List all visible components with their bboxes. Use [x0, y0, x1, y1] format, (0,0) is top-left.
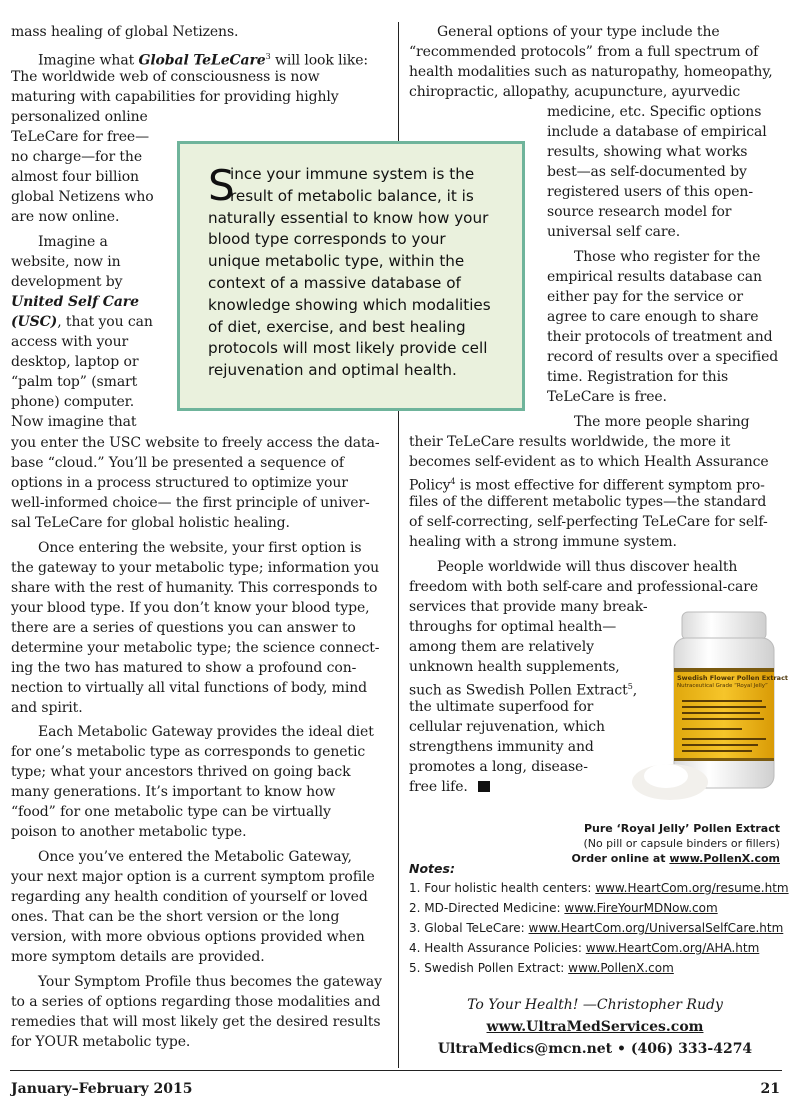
text-line: Once entering the website, your first option is	[38, 540, 362, 556]
issue-date: January–February 2015	[11, 1081, 193, 1097]
text-line: throughs for optimal health—	[409, 619, 617, 635]
text-line: time. Registration for this	[547, 369, 729, 385]
text-line: share with the rest of humanity. This corresponds to	[11, 580, 378, 596]
text-line: global Netizens who	[11, 189, 154, 205]
text-line: Your Symptom Profile thus becomes the gateway	[38, 974, 382, 990]
note-item: 3. Global TeLeCare: www.HeartCom.org/UniversalSelfCare.htm	[409, 921, 784, 935]
text-line	[11, 292, 139, 312]
text-line: Now imagine that	[11, 414, 137, 430]
text-line: People worldwide will thus discover health	[437, 559, 738, 575]
text-line: files of the different metabolic types—the standard	[409, 494, 767, 510]
text-line: mass healing of global Netizens.	[11, 24, 239, 40]
note-item: 1. Four holistic health centers: www.HeartCom.org/resume.htm	[409, 881, 789, 895]
text-line: agree to care enough to share	[547, 309, 759, 325]
text-line: there are a series of questions you can answer to	[11, 620, 356, 636]
pull-quote-box	[177, 141, 525, 411]
text-line: Once you’ve entered the Metabolic Gateway,	[38, 849, 352, 865]
text-line: include a database of empirical	[547, 124, 767, 140]
note-link[interactable]: www.HeartCom.org/AHA.htm	[585, 941, 760, 955]
brand-usc: United Self Care	[11, 294, 139, 310]
note-item: 5. Swedish Pollen Extract: www.PollenX.com	[409, 961, 674, 975]
text-line: their protocols of treatment and	[547, 329, 773, 345]
text-line: empirical results database can	[547, 269, 762, 285]
text-line: TeLeCare is free.	[547, 389, 667, 405]
text-line: maturing with capabilities for providing highly	[11, 89, 339, 105]
text-line: best—as self-documented by	[547, 164, 747, 180]
page-number: 21	[760, 1081, 780, 1097]
text-line: of self-correcting, self-perfecting TeLeCare for self-	[409, 514, 768, 530]
text-line: type; what your ancestors thrived on going back	[11, 764, 351, 780]
text-line: version, with more obvious options provided when	[11, 929, 365, 945]
text-line: your blood type. If you don’t know your blood type,	[11, 600, 370, 616]
text-line: Those who register for the	[574, 249, 761, 265]
text-line: Each Metabolic Gateway provides the ideal diet	[38, 724, 374, 740]
text-line: you enter the USC website to freely access the data-	[11, 435, 380, 451]
text-line: base “cloud.” You’ll be presented a sequence of	[11, 455, 344, 471]
jar-label-title: Swedish Flower Pollen Extract	[677, 674, 789, 682]
text-line: registered users of this open-	[547, 184, 753, 200]
text-line: for YOUR metabolic type.	[11, 1034, 191, 1050]
text-line: determine your metabolic type; the science connect-	[11, 640, 380, 656]
text-line: freedom with both self-care and professional-care	[409, 579, 759, 595]
product-caption	[571, 821, 780, 866]
text-line: either pay for the service or	[547, 289, 743, 305]
text-line: source research model for	[547, 204, 732, 220]
text-line: The worldwide web of consciousness is now	[11, 69, 320, 85]
text-line: almost four billion	[11, 169, 139, 185]
text-line: to a series of options regarding those modalities and	[11, 994, 381, 1010]
text-line: well-informed choice— the first principle of univer-	[11, 495, 370, 511]
caption-title: Pure ‘Royal Jelly’ Pollen Extract	[583, 822, 780, 835]
text-line: nection to virtually all vital functions of body, mind	[11, 680, 368, 696]
text-line: website, now in	[11, 254, 121, 270]
text-line: such as Swedish Pollen Extract$^5$,	[409, 682, 638, 699]
caption-note: (No pill or capsule binders or fillers)	[583, 837, 780, 850]
text-line: and spirit.	[11, 700, 83, 716]
contact-line: UltraMedics@mcn.net • (406) 333-4274	[437, 1041, 753, 1057]
text-line: Policy$^4$ is most effective for different symptom pro-	[409, 477, 765, 494]
note-link[interactable]: www.HeartCom.org/resume.htm	[595, 881, 789, 895]
text-line: more symptom details are provided.	[11, 949, 265, 965]
signature-block	[398, 994, 792, 1060]
text-line: your next major option is a current symptom profile	[11, 869, 375, 885]
note-link[interactable]: www.PollenX.com	[568, 961, 674, 975]
brand-global-telecare: Global TeLeCare	[138, 52, 266, 69]
text-line: TeLeCare for free—	[11, 129, 150, 145]
text-line: are now online.	[11, 209, 120, 225]
text-line: no charge—for the	[11, 149, 143, 165]
text-line: results, showing what works	[547, 144, 748, 160]
text-line: (USC), that you can	[11, 314, 153, 330]
text-line: General options of your type include the	[437, 24, 720, 40]
text-line: The more people sharing	[574, 414, 750, 430]
text-line: health modalities such as naturopathy, homeopathy,	[409, 64, 773, 80]
text-line: promotes a long, disease-	[409, 759, 588, 775]
note-item: 2. MD-Directed Medicine: www.FireYourMDNow.com	[409, 901, 718, 915]
text-line: “palm top” (smart	[11, 374, 138, 390]
text-line: cellular rejuvenation, which	[409, 719, 605, 735]
text-line: free life.	[409, 777, 490, 797]
text-line: strengthens immunity and	[409, 739, 594, 755]
text-line: “food” for one metabolic type can be virtually	[11, 804, 331, 820]
text-line: services that provide many break-	[409, 599, 648, 615]
footer-rule	[10, 1070, 782, 1071]
text-line: remedies that will most likely get the desired results	[11, 1014, 381, 1030]
text-line: their TeLeCare results worldwide, the more it	[409, 434, 731, 450]
text-line: development by	[11, 274, 123, 290]
text-line: regarding any health condition of yourself or loved	[11, 889, 368, 905]
jar-label-subtitle: Nutraceutical Grade “Royal Jelly”	[677, 683, 768, 689]
text-line: for one’s metabolic type as corresponds to genetic	[11, 744, 366, 760]
text-line: ing the two has matured to show a profound con-	[11, 660, 357, 676]
text-line: many generations. It’s important to know how	[11, 784, 336, 800]
caption-order: Order online at www.PollenX.com	[571, 852, 780, 865]
text-line: Imagine a	[38, 234, 108, 250]
pollenx-link[interactable]: www.PollenX.com	[669, 852, 780, 865]
pollen-extract-product-image	[630, 590, 789, 810]
end-mark-icon	[478, 781, 490, 792]
text-line: “recommended protocols” from a full spectrum of	[409, 44, 759, 60]
text-line: Imagine what Global TeLeCare$^3$ will look like:	[38, 52, 369, 69]
text-line: phone) computer.	[11, 394, 135, 410]
text-line: the ultimate superfood for	[409, 699, 594, 715]
pull-quote-text: S ince your immune system is the result of metabolic balance, it is naturally essential to know how your blood type corresponds to your unique metabolic type, within the context of a massive database of knowledge showing which modalities of diet, exercise, and best healing protocols will most likely provide cell rejuvenation and optimal health.	[208, 161, 491, 380]
text-line: among them are relatively	[409, 639, 594, 655]
text-line: the gateway to your metabolic type; information you	[11, 560, 380, 576]
website-link[interactable]: www.UltraMedServices.com	[486, 1019, 704, 1035]
text-line: becomes self-evident as to which Health Assurance	[409, 454, 769, 470]
text-line: medicine, etc. Specific options	[547, 104, 762, 120]
text-line: record of results over a specified	[547, 349, 779, 365]
text-line: universal self care.	[547, 224, 681, 240]
text-line: sal TeLeCare for global holistic healing.	[11, 515, 290, 531]
text-line: chiropractic, allopathy, acupuncture, ayurvedic	[409, 84, 741, 100]
drop-cap: S	[208, 161, 235, 210]
text-line: access with your	[11, 334, 129, 350]
pollen-jar-icon	[630, 590, 789, 810]
note-item: 4. Health Assurance Policies: www.HeartCom.org/AHA.htm	[409, 941, 760, 955]
text-line: personalized online	[11, 109, 148, 125]
text-line: unknown health supplements,	[409, 659, 620, 675]
text-line: poison to another metabolic type.	[11, 824, 247, 840]
text-line: desktop, laptop or	[11, 354, 139, 370]
signature-line: To Your Health! —Christopher Rudy	[467, 997, 723, 1013]
note-link[interactable]: www.HeartCom.org/UniversalSelfCare.htm	[528, 921, 784, 935]
text-line: ones. That can be the short version or the long	[11, 909, 340, 925]
note-link[interactable]: www.FireYourMDNow.com	[564, 901, 718, 915]
text-line: healing with a strong immune system.	[409, 534, 677, 550]
text-line: options in a process structured to optimize your	[11, 475, 348, 491]
notes-heading: Notes:	[409, 861, 455, 876]
